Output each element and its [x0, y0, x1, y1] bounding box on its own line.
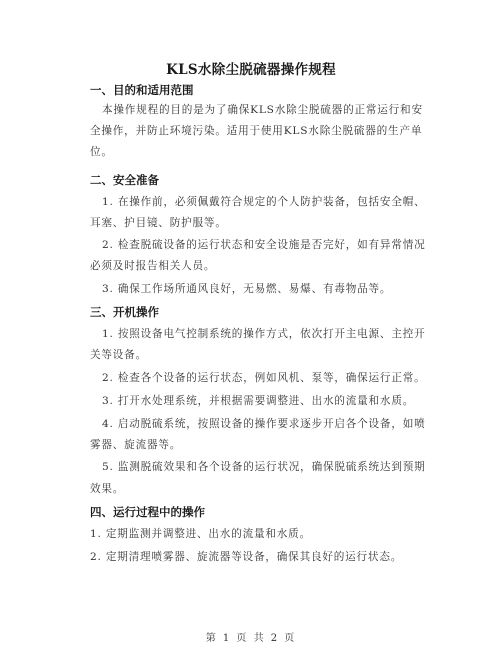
paragraph-line: 4. 启动脱硫系统，按照设备的操作要求逐步开启各个设备，如喷 [102, 418, 426, 430]
paragraph-line: 2. 检查脱硫设备的运行状态和安全设施是否完好，如有异常情况 [102, 239, 426, 251]
paragraph-line: 5. 监测脱硫效果和各个设备的运行状况，确保脱硫系统达到预期 [102, 461, 426, 473]
paragraph-line: 必须及时报告相关人员。 [90, 260, 216, 272]
paragraph-line: 位。 [90, 146, 113, 158]
paragraph-line: 全操作，并防止环境污染。适用于使用KLS水除尘脱硫器的生产单 [90, 125, 423, 137]
paragraph-line: 1. 按照设备电气控制系统的操作方式，依次打开主电源、主控开 [102, 328, 426, 340]
paragraph-line: 3. 确保工作场所通风良好，无易燃、易爆、有毒物品等。 [102, 283, 392, 295]
paragraph-line: 1. 定期监测并调整进、出水的流量和水质。 [90, 528, 311, 540]
document-title: KLS水除尘脱硫器操作规程 [166, 62, 336, 78]
section-heading-operation: 四、运行过程中的操作 [90, 505, 205, 519]
paragraph-line: 2. 定期清理喷雾器、旋流器等设备，确保其良好的运行状态。 [90, 551, 403, 563]
paragraph-line: 关等设备。 [90, 349, 147, 361]
paragraph-line: 2. 检查各个设备的运行状态，例如风机、泵等，确保运行正常。 [102, 372, 426, 384]
paragraph-line: 3. 打开水处理系统，并根据需要调整进、出水的流量和水质。 [102, 395, 415, 407]
paragraph-line: 雾器、旋流器等。 [90, 439, 182, 451]
paragraph-line: 本操作规程的目的是为了确保KLS水除尘脱硫器的正常运行和安 [102, 104, 423, 116]
paragraph-line: 1. 在操作前，必须佩戴符合规定的个人防护装备，包括安全帽、 [102, 196, 426, 208]
section-heading-startup: 三、开机操作 [90, 305, 159, 319]
section-heading-purpose: 一、目的和适用范围 [90, 83, 194, 97]
section-heading-safety: 二、安全准备 [90, 173, 159, 187]
paragraph-line: 耳塞、护目镜、防护服等。 [90, 217, 227, 229]
paragraph-line: 效果。 [90, 483, 125, 495]
page-footer: 第 1 页 共 2 页 [205, 633, 297, 644]
